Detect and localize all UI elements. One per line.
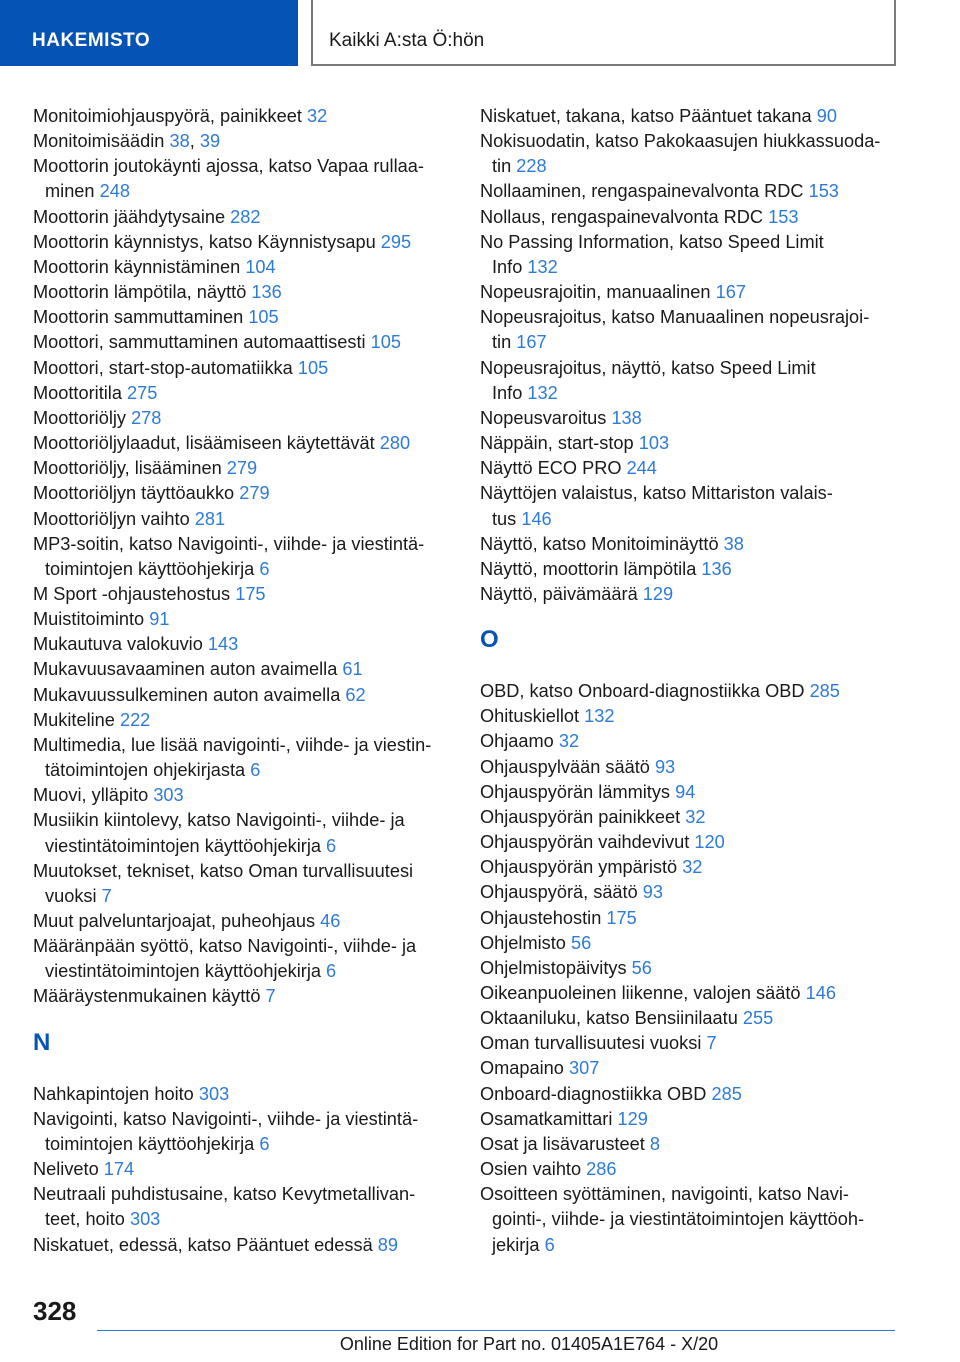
index-entry-text: Moottorin joutokäynti ajossa, katso Vapaa rullaa- minen [33,156,424,202]
index-entry [33,507,463,532]
index-entry [480,456,910,481]
index-entry-text: Näyttö, moottorin lämpötila [480,558,697,579]
page-link[interactable]: 7 [265,986,276,1007]
index-entry [33,406,463,431]
page-link[interactable]: 282 [230,206,261,227]
page-link[interactable]: 244 [626,458,657,479]
footer-divider [97,1330,895,1331]
index-entry [33,255,463,280]
page-link[interactable]: 174 [103,1159,135,1180]
page-link[interactable]: 56 [631,957,652,978]
index-entry [480,431,910,456]
index-entry [33,607,463,632]
page-link[interactable]: 38 [723,533,744,554]
page-link[interactable]: 6 [326,961,337,982]
page-link[interactable]: 6 [326,835,337,856]
index-entry [33,1182,463,1232]
page-link[interactable]: 132 [584,706,615,727]
page-link[interactable]: 153 [808,181,839,202]
index-entry-text: Näppäin, start-stop [480,433,634,454]
index-entry [480,305,910,355]
index-entry-text: Niskatuet, edessä, katso Pääntuet edessä [33,1234,373,1255]
page-link[interactable]: 286 [586,1159,617,1180]
page-link[interactable]: 6 [259,1133,270,1154]
index-entry-text: M Sport -ohjaustehostus [33,583,231,604]
index-entry-text: OBD, katso Onboard-diagnostiikka OBD [480,681,805,702]
index-entry [480,1006,910,1031]
page-link[interactable]: 175 [235,583,266,604]
index-entry [33,104,463,129]
index-entry [33,984,463,1009]
index-entry-text: Mukavuussulkeminen auton avaimella [33,684,341,705]
page-link[interactable]: 91 [149,609,170,630]
index-entry [480,906,910,931]
page-link[interactable]: 281 [194,508,226,529]
index-entry [33,859,463,909]
page-link[interactable]: 32 [685,806,706,827]
index-entry-text: Osoitteen syöttäminen, navigointi, katso Navi- gointi-, viihde- ja viestintätoimintojen käyttöoh- jekirja [480,1184,865,1255]
page-link[interactable]: 62 [345,684,366,705]
index-entry [33,582,463,607]
index-entry [33,657,463,682]
index-entry [480,104,910,129]
index-entry [33,1082,463,1107]
index-entry [480,956,910,981]
index-entry-text: Moottoriöljylaadut, lisäämiseen käytettävät [33,433,375,454]
index-entry [480,780,910,805]
index-entry [33,481,463,506]
index-entry-text: Ohjauspyörä, säätö [480,882,638,903]
index-entry-text: Moottoriöljy, lisääminen [33,458,222,479]
index-entry-text: Nokisuodatin, katso Pakokaasujen hiukkassuoda- tin [480,131,881,177]
index-entry [33,1157,463,1182]
index-entry-text: Moottoriöljy [33,407,126,428]
page-link[interactable]: 285 [711,1083,742,1104]
page-link[interactable]: 275 [127,382,158,403]
page-link[interactable]: 278 [131,407,162,428]
page-link[interactable]: 38 [169,131,190,152]
index-entry [480,129,910,179]
page-link[interactable]: 105 [297,357,329,378]
index-entry-text: Ohjaamo [480,731,554,752]
index-entry [480,704,910,729]
page-link[interactable]: 255 [742,1008,774,1029]
index-entry-text: Oman turvallisuutesi vuoksi [480,1033,702,1054]
index-entry-text: Moottorin käynnistäminen [33,256,241,277]
index-entry-text: Monitoimiohjauspyörä, painikkeet [33,106,302,126]
index-entry-text: Osamatkamittari [480,1108,613,1129]
index-entry-text: Moottori, sammuttaminen automaattisesti [33,332,366,353]
index-entry-text: Nollaus, rengaspainevalvonta RDC [480,206,764,227]
page-link[interactable]: 280 [379,433,411,454]
index-entry [33,1107,463,1157]
page-link[interactable]: 6 [250,760,261,781]
index-entry [480,931,910,956]
index-entry [480,230,910,280]
index-entry [480,729,910,754]
index-entry-text: Osien vaihto [480,1159,582,1180]
index-entry [33,154,463,204]
page-link[interactable]: 61 [342,659,363,680]
page-link[interactable]: 39 [199,131,221,152]
index-entry-text: Moottorin sammuttaminen [33,307,244,328]
index-entry [33,733,463,783]
page-link[interactable]: 56 [570,932,592,953]
index-entry-text: Ohjauspyörän painikkeet [480,806,681,827]
index-entry-text: Mukavuusavaaminen auton avaimella [33,659,338,680]
index-entry [33,909,463,934]
index-entry-text: Ohjauspyörän ympäristö [480,857,678,878]
index-entry-text: Oikeanpuoleinen liikenne, valojen säätö [480,983,801,1003]
page-link[interactable]: 93 [654,756,676,777]
page-link[interactable]: 279 [239,483,270,504]
page-link[interactable]: 32 [682,857,703,878]
index-entry-text: Näyttöjen valaistus, katso Mittariston valais- tus [480,483,833,529]
index-entry [480,582,910,607]
index-entry [33,456,463,481]
page-link[interactable]: 303 [198,1083,230,1104]
index-entry-text: Muutokset, tekniset, katso Oman turvallisuutesi vuoksi [33,860,414,906]
index-entry [480,1056,910,1081]
index-entry-text: Muistitoiminto [33,609,145,630]
page-link[interactable]: 167 [516,332,547,353]
index-entry-text: Ohjelmisto [480,932,566,953]
index-entry [33,205,463,230]
page-link[interactable]: 146 [521,508,552,529]
index-entry-text: Osat ja lisävarusteet [480,1133,645,1154]
index-entry [33,532,463,582]
index-entry [33,230,463,255]
index-entry [480,1132,910,1157]
page-link[interactable]: 303 [153,785,184,806]
index-entry-text: Ohjelmistopäivitys [480,957,627,978]
index-entry-text: Määränpään syöttö, katso Navigointi-, viihde- ja viestintätoimintojen käyttöohjekirja [33,936,417,982]
index-entry-text: Omapaino [480,1058,564,1079]
index-entry [33,632,463,657]
section-tab[interactable]: HAKEMISTO [0,0,298,66]
index-entry-text: Ohjauspyörän vaihdevivut [480,832,690,853]
page-link[interactable]: 90 [816,106,837,126]
page-link[interactable]: 7 [101,885,112,906]
page-link[interactable]: 222 [119,709,151,730]
index-entry-text: Mukautuva valokuvio [33,634,203,655]
index-entry-text: Näyttö, katso Monitoiminäyttö [480,533,719,554]
page-link[interactable]: 8 [649,1133,660,1154]
page-link[interactable]: 143 [207,634,239,655]
page-link[interactable]: 136 [251,282,282,303]
index-entry [33,708,463,733]
footer-edition-text: Online Edition for Part no. 01405A1E764 - X/20 [339,1334,719,1354]
index-entry-text: Ohjauspyörän lämmitys [480,781,671,802]
index-entry-text: Musiikin kiintolevy, katso Navigointi-, viihde- ja viestintätoimintojen käyttöohjekirja [33,810,405,856]
index-entry: Monitoimisäädin 38, 39 [33,131,221,152]
page-link[interactable]: 129 [617,1108,648,1129]
index-entry [33,356,463,381]
index-entry [480,1107,910,1132]
index-entry [480,557,910,582]
page-link[interactable]: 303 [129,1209,161,1230]
index-entry [480,205,910,230]
page-link[interactable]: 120 [694,832,725,853]
page-link[interactable]: 132 [527,256,558,277]
index-entry-text: Neliveto [33,1159,99,1180]
index-entry-text: Muut palveluntarjoajat, puheohjaus [33,911,316,931]
index-entry [480,830,910,855]
page-link[interactable]: 136 [701,558,732,579]
index-entry [480,179,910,204]
index-entry [480,679,910,704]
index-entry-text: Mukiteline [33,709,115,730]
index-entry [33,934,463,984]
index-entry [33,683,463,708]
index-column-right [480,104,910,1258]
page-link[interactable]: 248 [99,181,130,202]
page-link[interactable]: 129 [642,583,674,604]
index-entry [33,431,463,456]
index-entry-text: No Passing Information, katso Speed Limit Info [480,231,824,277]
index-entry [480,1082,910,1107]
index-entry [480,1031,910,1056]
page-link[interactable]: 153 [768,206,799,227]
index-entry-text: Nollaaminen, rengaspainevalvonta RDC [480,181,804,202]
index-entry [480,532,910,557]
index-entry [33,783,463,808]
index-entry-text: Multimedia, lue lisää navigointi-, viihde- ja viestin- tätoimintojen ohjekirjasta [33,734,432,781]
index-entry-text: Muovi, ylläpito [33,785,149,806]
page-number: 328 [33,1296,77,1326]
index-entry [33,330,463,355]
index-entry [33,381,463,406]
index-entry-text: Ohjauspylvään säätö [480,756,650,777]
page-link[interactable]: 105 [248,307,279,328]
index-entry-text: Nopeusrajoitus, näyttö, katso Speed Limit Info [480,357,816,403]
index-entry-text: Moottoriöljyn vaihto [33,508,190,529]
page-link[interactable]: 46 [320,911,341,931]
index-letter-heading: O [480,626,499,654]
index-entry-text: Näyttö, päivämäärä [480,583,638,604]
index-entry [480,1182,910,1257]
page-link[interactable]: 6 [544,1234,555,1255]
page-link[interactable]: 228 [516,156,547,177]
page-link[interactable]: 105 [370,332,401,353]
page-link[interactable]: 138 [611,407,642,428]
index-entry-text: Monitoimisäädin [33,131,165,152]
index-entry-text: Moottoriöljyn täyttöaukko [33,483,235,504]
index-column-left [33,104,463,1258]
page-link[interactable]: 285 [809,681,840,702]
index-entry-text: Neutraali puhdistusaine, katso Kevytmetallivan- teet, hoito [33,1184,416,1230]
index-letter-heading: N [33,1028,51,1056]
index-entry [33,1233,463,1258]
index-entry-text: Niskatuet, takana, katso Pääntuet takana [480,106,812,126]
index-entry-text: Navigointi, katso Navigointi-, viihde- ja viestintä- toimintojen käyttöohjekirja [33,1108,419,1154]
index-entry-text: Moottori, start-stop-automatiikka [33,357,293,378]
index-entry-text: Ohituskiellot [480,706,580,727]
index-entry [33,305,463,330]
index-entry [480,280,910,305]
index-entry [480,855,910,880]
page-link[interactable]: 7 [706,1033,717,1054]
page-link[interactable]: 295 [380,231,412,252]
index-entry-text: MP3-soitin, katso Navigointi-, viihde- ja viestintä- toimintojen käyttöohjekirja [33,533,425,579]
index-entry [33,280,463,305]
page-link[interactable]: 307 [568,1058,600,1079]
index-entry-text: Ohjaustehostin [480,907,602,928]
index-entry-text: Nopeusrajoitus, katso Manuaalinen nopeusrajoi- tin [480,307,870,353]
index-entry-text: Nopeusvaroitus [480,407,607,428]
index-entry [480,481,910,531]
index-entry-text: Nahkapintojen hoito [33,1083,194,1104]
index-entry [480,406,910,431]
index-entry [480,981,910,1006]
page-link[interactable]: 175 [606,907,637,928]
index-entry-text: Määräystenmukainen käyttö [33,986,261,1007]
index-entry [480,1157,910,1182]
page-link[interactable]: 89 [377,1234,399,1255]
index-entry-text: Nopeusrajoitin, manuaalinen [480,282,711,303]
section-subtitle: Kaikki A:sta Ö:hön [311,0,896,66]
page-header [0,0,960,66]
page-link[interactable]: 104 [245,256,276,277]
index-entry [480,755,910,780]
index-entry-text: Moottoritila [33,382,122,403]
page-link[interactable]: 94 [675,781,696,802]
index-entry-text: Moottorin lämpötila, näyttö [33,282,247,303]
index-entry [33,808,463,858]
page-link[interactable]: 146 [805,983,836,1003]
index-entry-text: Oktaaniluku, katso Bensiinilaatu [480,1008,738,1029]
page-link[interactable]: 32 [306,106,328,126]
index-entry [480,805,910,830]
page-link[interactable]: 103 [638,433,670,454]
index-entry [480,880,910,905]
page-link[interactable]: 167 [715,282,746,303]
page-link[interactable]: 93 [642,882,664,903]
index-entry-text: Moottorin jäähdytysaine [33,206,226,227]
page-link[interactable]: 6 [259,558,270,579]
index-entry [480,356,910,406]
page-link[interactable]: 132 [527,382,558,403]
index-entry-text: Moottorin käynnistys, katso Käynnistysapu [33,231,376,252]
page-link[interactable]: 279 [226,458,258,479]
page-link[interactable]: 32 [558,731,580,752]
index-entry-text: Näyttö ECO PRO [480,458,622,479]
index-entry-text: Onboard-diagnostiikka OBD [480,1083,707,1104]
